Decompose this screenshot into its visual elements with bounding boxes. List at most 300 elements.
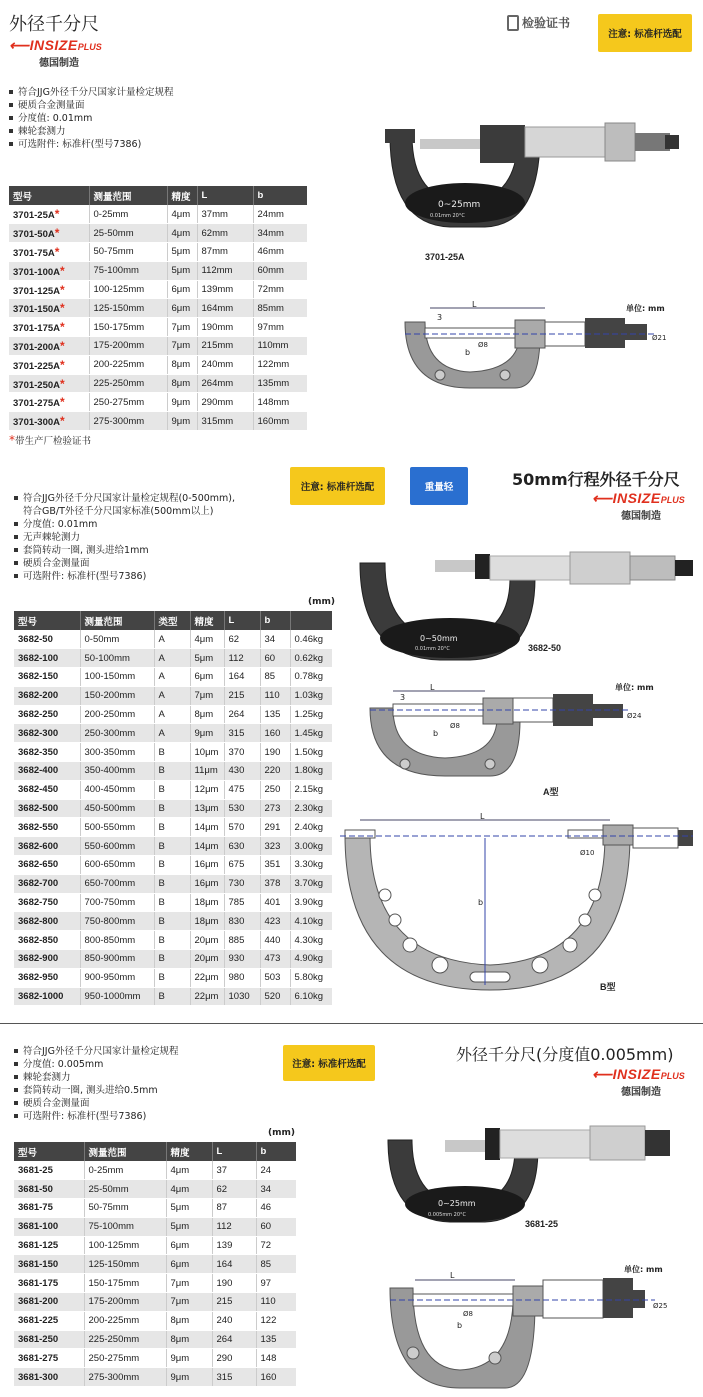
table-cell: 110 (260, 686, 290, 705)
svg-text:Ø24: Ø24 (627, 712, 642, 720)
table-cell: 980 (224, 968, 260, 987)
table-cell: 3682-100 (14, 649, 80, 668)
table-cell: 3701-125A* (9, 280, 89, 299)
table-row (14, 743, 332, 762)
table-cell: 240 (212, 1311, 256, 1330)
table-cell: 60mm (253, 261, 307, 280)
table-cell: 150-175mm (84, 1274, 166, 1293)
table-cell: 3682-450 (14, 780, 80, 799)
table-cell: 3682-500 (14, 799, 80, 818)
table-cell: 3682-800 (14, 912, 80, 931)
table-cell: 273 (260, 799, 290, 818)
table-cell: 3681-200 (14, 1293, 84, 1312)
svg-text:b: b (457, 1321, 463, 1330)
table-cell: 0-25mm (84, 1161, 166, 1180)
table-cell: 8μm (166, 1330, 212, 1349)
table-cell: B (154, 780, 190, 799)
table-cell: 164 (212, 1255, 256, 1274)
table-cell: 4μm (190, 630, 224, 649)
photo-caption-3681: 3681-25 (525, 1219, 559, 1229)
standard-rod-note-2: 注意: 标准杆选配 (290, 467, 385, 505)
table-cell: 700-750mm (80, 893, 154, 912)
svg-text:b: b (465, 348, 471, 357)
table-cell: 5μm (166, 1217, 212, 1236)
table-cell: 8μm (166, 1311, 212, 1330)
table2-unit: (mm) (308, 597, 335, 607)
table-cell: 315mm (197, 412, 253, 431)
table-cell: 3701-100A* (9, 261, 89, 280)
table-cell: 215 (212, 1293, 256, 1312)
svg-text:b: b (433, 729, 439, 738)
table-row (14, 705, 332, 724)
table-row (9, 337, 307, 356)
table-cell: 3682-650 (14, 856, 80, 875)
table-cell: 3.70kg (290, 874, 332, 893)
table-cell: 0-50mm (80, 630, 154, 649)
table-cell: 175-200mm (89, 337, 167, 356)
table-cell: 4.30kg (290, 931, 332, 950)
table-cell: 125-150mm (84, 1255, 166, 1274)
table-row (14, 1236, 296, 1255)
table-row (14, 630, 332, 649)
table-row (14, 987, 332, 1006)
table-row (14, 968, 332, 987)
table-cell: 315 (224, 724, 260, 743)
table-cell: 7μm (166, 1293, 212, 1312)
insize-logo-3: ⟵INSIZEPLUS (592, 1066, 685, 1082)
table-cell: 50-75mm (89, 243, 167, 262)
table-cell: 1.03kg (290, 686, 332, 705)
table-row (9, 261, 307, 280)
table-cell: A (154, 686, 190, 705)
table-row (9, 243, 307, 262)
type-a-label: A型 (543, 787, 559, 797)
insize-logo-2: ⟵INSIZEPLUS (592, 490, 685, 506)
table-cell: 1.45kg (290, 724, 332, 743)
section-divider (0, 1023, 703, 1024)
table-cell: 370 (224, 743, 260, 762)
svg-text:L: L (430, 683, 435, 692)
micrometer-drawing-type-b (340, 810, 695, 1000)
table-row (9, 205, 307, 224)
table-cell: 3682-200 (14, 686, 80, 705)
insize-logo: ⟵INSIZEPLUS (9, 37, 102, 53)
table-cell: 16μm (190, 856, 224, 875)
micrometer-drawing-3681 (385, 1268, 680, 1393)
table-cell: 900-950mm (80, 968, 154, 987)
table-cell: 10μm (190, 743, 224, 762)
table-cell: 264mm (197, 374, 253, 393)
table-cell: 72mm (253, 280, 307, 299)
made-in-germany-3: 德国制造 (621, 1087, 661, 1098)
table-cell: 2.40kg (290, 818, 332, 837)
svg-text:L: L (472, 300, 477, 309)
table-cell: 87mm (197, 243, 253, 262)
table-cell: 550-600mm (80, 837, 154, 856)
table-cell: 3701-275A* (9, 393, 89, 412)
table-cell: 190 (212, 1274, 256, 1293)
table-row (14, 912, 332, 931)
table-cell: 87 (212, 1199, 256, 1218)
table-cell: B (154, 987, 190, 1006)
table-cell: 830 (224, 912, 260, 931)
certificate-star: * (60, 320, 65, 335)
table-row (14, 780, 332, 799)
table-cell: 3682-900 (14, 950, 80, 969)
table-cell: 62 (212, 1180, 256, 1199)
table-cell: B (154, 762, 190, 781)
table-cell: 122mm (253, 355, 307, 374)
table-row (14, 1255, 296, 1274)
table-cell: 250-275mm (89, 393, 167, 412)
type-b-label: B型 (600, 982, 616, 992)
table-row (14, 762, 332, 781)
table-row (14, 931, 332, 950)
table-cell: 503 (260, 968, 290, 987)
table-cell: 6μm (166, 1236, 212, 1255)
section2-spec-table: 型号 测量范围 类型 精度 L b 3682-50 0-50mm A 4μm 62 34 0.46kg 3682-100 50-100mm A 5μm 112 60 0.62kg 3682-150 100-150mm A 6μm 164 85 0.78kg 3682-200 150-200mm A 7μm 215 110 1.03kg 3682-250 200-250mm A 8μm 264 135 1.25kg 3682-300 250-300mm A 9μm 315 160 1.45kg 3682-350 300-350mm B 10μm 370 190 1.50kg 3682-400 350-400mm B 11μm 430 220 1.80kg 3682-450 400-450mm B 12μm 475 250 2.15kg 3682-500 450-500mm B 13μm 530 273 2.30kg 3682-550 500-550mm B 14μm 570 291 2.40kg 3682-600 550-600mm B 14μm 630 323 3.00kg 3682-650 600-650mm B 16μm 675 351 3.30kg 3682-700 650-700mm B 16μm 730 378 3.70kg 3682-750 700-750mm B 18μm 785 401 3.90kg 3682-800 750-800mm B 18μm 830 423 4.10kg 3682-850 800-850mm B 20μm 885 440 4.30kg 3682-900 850-900mm B 20μm 930 473 4.90kg 3682-950 900-950mm B 22μm 980 503 5.80kg 3682-1000 950-1000mm B 22μm 1030 520 6.10kg (14, 611, 332, 1006)
table-row (9, 412, 307, 431)
table-cell: 8μm (190, 705, 224, 724)
table3-unit: (mm) (268, 1128, 295, 1138)
table-cell: 215mm (197, 337, 253, 356)
unit-label-3: 单位: mm (624, 1265, 663, 1274)
table-cell: 3682-350 (14, 743, 80, 762)
table-cell: 7μm (190, 686, 224, 705)
table-cell: 3681-75 (14, 1199, 84, 1218)
table-cell: 97mm (253, 318, 307, 337)
table-cell: 190 (260, 743, 290, 762)
table-cell: 401 (260, 893, 290, 912)
table-cell: 160mm (253, 412, 307, 431)
table-cell: 3681-150 (14, 1255, 84, 1274)
table-cell: 3682-850 (14, 931, 80, 950)
table-cell: 150-200mm (80, 686, 154, 705)
table-cell: B (154, 837, 190, 856)
certificate-badge: 检验证书 (507, 14, 570, 31)
table-cell: 3701-250A* (9, 374, 89, 393)
table-row (14, 1330, 296, 1349)
light-weight-badge: 重量轻 (410, 467, 468, 505)
table-cell: 930 (224, 950, 260, 969)
table-row (9, 355, 307, 374)
table-cell: 3681-175 (14, 1274, 84, 1293)
table-cell: 60 (260, 649, 290, 668)
svg-text:b: b (478, 898, 484, 907)
table-cell: 3701-25A* (9, 205, 89, 224)
section3-spec-table: 型号 测量范围 精度 L b 3681-25 0-25mm 4μm 37 24 3681-50 25-50mm 4μm 62 34 3681-75 50-75mm 5μm 87 46 3681-100 75-100mm 5μm 112 60 3681-125 100-125mm 6μm 139 72 3681-150 125-150mm 6μm 164 85 3681-175 150-175mm 7μm 190 97 3681-200 175-200mm 7μm 215 110 3681-225 200-225mm 8μm 240 122 3681-250 225-250mm 8μm 264 135 3681-275 250-275mm 9μm 290 148 3681-300 275-300mm 9μm 315 160 (14, 1142, 296, 1387)
table-cell: B (154, 799, 190, 818)
table-cell: 125-150mm (89, 299, 167, 318)
table-cell: A (154, 630, 190, 649)
table-cell: 264 (224, 705, 260, 724)
table-cell: 430 (224, 762, 260, 781)
unit-label-2: 单位: mm (615, 683, 654, 692)
table-cell: 3682-50 (14, 630, 80, 649)
table-cell: 112 (212, 1217, 256, 1236)
table-cell: 0.62kg (290, 649, 332, 668)
table-cell: 250 (260, 780, 290, 799)
table-cell: 14μm (190, 837, 224, 856)
made-in-germany-2: 德国制造 (621, 511, 661, 522)
table-cell: 730 (224, 874, 260, 893)
table-row (14, 856, 332, 875)
svg-text:0.01mm 20°C: 0.01mm 20°C (415, 646, 450, 652)
table-cell: 530 (224, 799, 260, 818)
table-cell: 100-150mm (80, 668, 154, 687)
table-cell: 85 (256, 1255, 296, 1274)
table-cell: 4μm (166, 1180, 212, 1199)
table-cell: 450-500mm (80, 799, 154, 818)
table-cell: 46 (256, 1199, 296, 1218)
svg-text:Ø25: Ø25 (653, 1302, 668, 1310)
svg-text:Ø21: Ø21 (652, 334, 667, 342)
table-cell: 3701-225A* (9, 355, 89, 374)
svg-text:Ø8: Ø8 (450, 722, 460, 730)
table-cell: 135mm (253, 374, 307, 393)
table-cell: 3682-550 (14, 818, 80, 837)
table-cell: 3681-25 (14, 1161, 84, 1180)
table-cell: 5μm (166, 1199, 212, 1218)
table-cell: 2.15kg (290, 780, 332, 799)
table-cell: 100-125mm (89, 280, 167, 299)
table-cell: 8μm (167, 374, 197, 393)
table-cell: 225-250mm (89, 374, 167, 393)
certificate-star: * (60, 282, 65, 297)
table-cell: 475 (224, 780, 260, 799)
certificate-star: * (60, 263, 65, 278)
table-cell: 50-100mm (80, 649, 154, 668)
svg-text:3: 3 (400, 693, 406, 702)
table-cell: A (154, 724, 190, 743)
table-row (14, 724, 332, 743)
table-cell: 650-700mm (80, 874, 154, 893)
table-cell: 148 (256, 1349, 296, 1368)
table-cell: 9μm (167, 393, 197, 412)
table-cell: 34 (256, 1180, 296, 1199)
table-cell: 7μm (167, 337, 197, 356)
table-cell: 3682-600 (14, 837, 80, 856)
table-cell: 22μm (190, 968, 224, 987)
table-cell: 1.80kg (290, 762, 332, 781)
table-cell: 6.10kg (290, 987, 332, 1006)
table-cell: 24 (256, 1161, 296, 1180)
section1-features: 符合JJG外径千分尺国家计量检定规程 硬质合金测量面 分度值: 0.01mm 棘轮套测力 可选附件: 标准杆(型号7386) (9, 86, 173, 151)
table-cell: 37mm (197, 205, 253, 224)
table-cell: 3681-275 (14, 1349, 84, 1368)
table-cell: 150-175mm (89, 318, 167, 337)
table-cell: 164 (224, 668, 260, 687)
table-cell: 750-800mm (80, 912, 154, 931)
table-cell: 264 (212, 1330, 256, 1349)
table-cell: 12μm (190, 780, 224, 799)
table-cell: 20μm (190, 931, 224, 950)
table-cell: 72 (256, 1236, 296, 1255)
table-cell: 1.50kg (290, 743, 332, 762)
table-row (9, 224, 307, 243)
micrometer-photo-3682 (350, 548, 695, 668)
table-cell: 5μm (167, 243, 197, 262)
table-cell: 3681-250 (14, 1330, 84, 1349)
certificate-star: * (60, 376, 65, 391)
table-cell: 350-400mm (80, 762, 154, 781)
table-cell: 3681-225 (14, 1311, 84, 1330)
table-cell: 85mm (253, 299, 307, 318)
table-cell: 3681-300 (14, 1368, 84, 1387)
table-cell: 225-250mm (84, 1330, 166, 1349)
table-cell: 6μm (190, 668, 224, 687)
table-cell: 122 (256, 1311, 296, 1330)
table-cell: B (154, 893, 190, 912)
table-cell: 2.30kg (290, 799, 332, 818)
table-row (14, 1349, 296, 1368)
svg-text:0~50mm: 0~50mm (420, 634, 458, 643)
table-cell: 139mm (197, 280, 253, 299)
table-cell: 0.46kg (290, 630, 332, 649)
table-cell: 190mm (197, 318, 253, 337)
table-cell: 885 (224, 931, 260, 950)
table-cell: 950-1000mm (80, 987, 154, 1006)
table-cell: 323 (260, 837, 290, 856)
table-cell: 14μm (190, 818, 224, 837)
table-row (14, 837, 332, 856)
table-cell: 62 (224, 630, 260, 649)
certificate-star: * (54, 244, 60, 259)
table-cell: 60 (256, 1217, 296, 1236)
table-cell: B (154, 818, 190, 837)
table-cell: 24mm (253, 205, 307, 224)
table-row (9, 280, 307, 299)
table-cell: 0.78kg (290, 668, 332, 687)
table-cell: 46mm (253, 243, 307, 262)
table-cell: 378 (260, 874, 290, 893)
table-cell: 139 (212, 1236, 256, 1255)
table-cell: 3682-1000 (14, 987, 80, 1006)
table-cell: 570 (224, 818, 260, 837)
table-cell: 3.30kg (290, 856, 332, 875)
table-cell: 22μm (190, 987, 224, 1006)
table-cell: 240mm (197, 355, 253, 374)
table-cell: 3682-950 (14, 968, 80, 987)
table-cell: 18μm (190, 912, 224, 931)
table-cell: 75-100mm (84, 1217, 166, 1236)
table-cell: B (154, 931, 190, 950)
table-cell: 440 (260, 931, 290, 950)
svg-text:Ø8: Ø8 (478, 341, 488, 349)
table-cell: 250-300mm (80, 724, 154, 743)
table-cell: 3.00kg (290, 837, 332, 856)
table-cell: 3701-175A* (9, 318, 89, 337)
table-cell: A (154, 705, 190, 724)
table-cell: 3682-150 (14, 668, 80, 687)
section3-features: 符合JJG外径千分尺国家计量检定规程 分度值: 0.005mm 棘轮套测力 套筒转动一圈, 测头进给0.5mm 硬质合金测量面 可选附件: 标准杆(型号7386) (14, 1045, 178, 1123)
table-cell: 160 (256, 1368, 296, 1387)
table-cell: 3682-400 (14, 762, 80, 781)
table-cell: 220 (260, 762, 290, 781)
table-cell: 250-275mm (84, 1349, 166, 1368)
section1-spec-table: 型号 测量范围 精度 L b 3701-25A* 0-25mm 4μm 37mm 24mm 3701-50A* 25-50mm 4μm 62mm 34mm 3701-75A* 50-75mm 5μm 87mm 46mm 3701-100A* 75-100mm 5μm 112mm 60mm 3701-125A* 100-125mm 6μm 139mm 72mm 3701-150A* 125-150mm 6μm 164mm 85mm 3701-175A* 150-175mm 7μm 190mm 97mm 3701-200A* 175-200mm 7μm 215mm 110mm 3701-225A* 200-225mm 8μm 240mm 122mm 3701-250A* 225-250mm 8μm 264mm 135mm 3701-275A* 250-275mm 9μm 290mm 148mm 3701-300A* 275-300mm 9μm 315mm 160mm (9, 186, 307, 431)
svg-text:3: 3 (437, 313, 443, 322)
table-cell: B (154, 743, 190, 762)
table-cell: 9μm (166, 1349, 212, 1368)
section3-title: 外径千分尺(分度值0.005mm) (456, 1045, 674, 1064)
table-cell: 175-200mm (84, 1293, 166, 1312)
table-row (9, 374, 307, 393)
table-cell: 37 (212, 1161, 256, 1180)
table-cell: 6μm (167, 299, 197, 318)
table-row (9, 393, 307, 412)
certificate-star: * (60, 357, 65, 372)
certificate-star: * (60, 414, 65, 429)
table-cell: 4μm (167, 224, 197, 243)
svg-text:0.01mm 20°C: 0.01mm 20°C (430, 213, 465, 219)
table-cell: B (154, 968, 190, 987)
table-cell: 135 (260, 705, 290, 724)
table-cell: 3701-200A* (9, 337, 89, 356)
table-cell: 3701-150A* (9, 299, 89, 318)
table-cell: 520 (260, 987, 290, 1006)
table-cell: 400-450mm (80, 780, 154, 799)
table-cell: 291 (260, 818, 290, 837)
svg-text:Ø10: Ø10 (580, 849, 595, 857)
table-cell: 5.80kg (290, 968, 332, 987)
table-cell: 9μm (167, 412, 197, 431)
table-cell: 785 (224, 893, 260, 912)
svg-text:Ø8: Ø8 (463, 1310, 473, 1318)
table-cell: 110mm (253, 337, 307, 356)
table-cell: 135 (256, 1330, 296, 1349)
table-cell: 3.90kg (290, 893, 332, 912)
certificate-icon (507, 15, 519, 31)
table-cell: 1.25kg (290, 705, 332, 724)
micrometer-drawing-3701 (400, 300, 670, 395)
table-cell: 7μm (166, 1274, 212, 1293)
table-cell: B (154, 874, 190, 893)
micrometer-photo-3681 (380, 1120, 680, 1230)
standard-rod-note-3: 注意: 标准杆选配 (283, 1045, 375, 1081)
table-row (14, 686, 332, 705)
table-row (14, 1217, 296, 1236)
table-cell: 34 (260, 630, 290, 649)
table-cell: 110 (256, 1293, 296, 1312)
table-cell: 800-850mm (80, 931, 154, 950)
table-cell: 16μm (190, 874, 224, 893)
table-row (9, 318, 307, 337)
table-row (14, 668, 332, 687)
table-row (14, 950, 332, 969)
section1-gap (0, 458, 703, 459)
table-cell: 300-350mm (80, 743, 154, 762)
standard-rod-note: 注意: 标准杆选配 (598, 14, 692, 52)
table-cell: 3682-300 (14, 724, 80, 743)
table-cell: 4.90kg (290, 950, 332, 969)
table-cell: 315 (212, 1368, 256, 1387)
photo-caption-3682: 3682-50 (528, 643, 562, 653)
table-cell: 675 (224, 856, 260, 875)
table-cell: 18μm (190, 893, 224, 912)
certificate-star: * (60, 395, 65, 410)
table-cell: 275-300mm (89, 412, 167, 431)
table-cell: 3682-250 (14, 705, 80, 724)
certificate-star: * (60, 338, 65, 353)
section1-title: 外径千分尺 (9, 14, 99, 35)
table-cell: 3681-50 (14, 1180, 84, 1199)
section2-title: 50mm行程外径千分尺 (512, 470, 680, 489)
table-cell: 25-50mm (89, 224, 167, 243)
table-cell: 3682-700 (14, 874, 80, 893)
table-cell: 4.10kg (290, 912, 332, 931)
table-cell: 290 (212, 1349, 256, 1368)
